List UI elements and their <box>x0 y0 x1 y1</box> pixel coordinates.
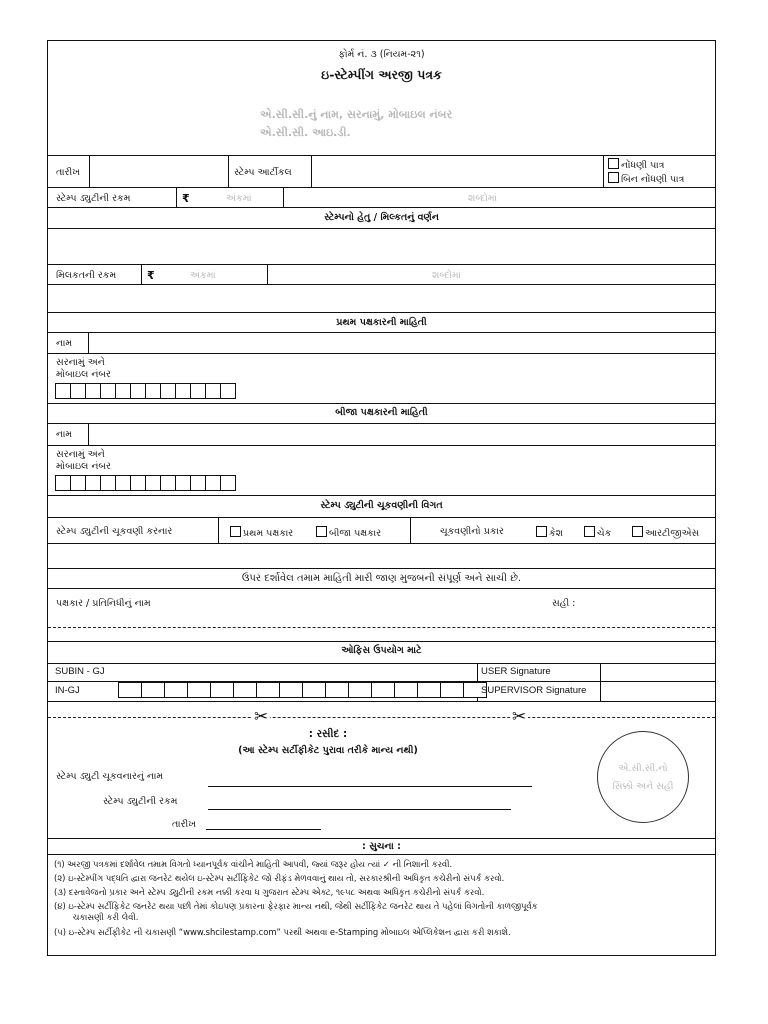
second-party-mobile-boxes[interactable] <box>56 475 236 491</box>
property-amount-label: મિલકતની રકમ <box>56 270 117 281</box>
cash-label: કેશ <box>549 528 564 539</box>
first-party-payer-option[interactable] <box>230 526 293 539</box>
property-in-words-field[interactable]: શબ્દોમાં <box>432 270 461 281</box>
payment-type-label: ચૂકવણીનો પ્રકાર <box>440 526 504 537</box>
rtgs-checkbox[interactable] <box>632 526 643 537</box>
instruction-4: (૪) ઇ-સ્ટેમ્પ સર્ટીફિકેટ જનરેટ થયા પછી તેમાં કોઇપણ પ્રકારના ફેરફાર માન્ય નથી, જેથી સર્ટીફિકેટ જનરેટ થાય તે પહેલાં વિગતોની કાળજીપૂર્વક <box>54 901 538 911</box>
stamp-article-label: સ્ટેમ્પ આર્ટીકલ <box>234 167 292 178</box>
subin-label: SUBIN - GJ <box>55 666 105 677</box>
cheque-label: ચેક <box>597 528 612 539</box>
instructions-heading: : સુચના : <box>362 841 401 852</box>
first-party-address-label-line2: મોબાઇલ નંબર <box>56 369 111 380</box>
first-party-address-label-line1: સરનામું અને <box>56 357 105 368</box>
cheque-checkbox[interactable] <box>584 526 595 537</box>
first-party-name-field[interactable] <box>89 333 715 352</box>
second-party-address-label-line2: મોબાઇલ નંબર <box>56 461 111 472</box>
property-in-figures-field[interactable]: અંકમાં <box>190 270 216 281</box>
scissors-icon-left: ✂ <box>254 707 269 727</box>
second-party-payer-option[interactable] <box>316 526 381 539</box>
registered-option[interactable] <box>608 158 665 171</box>
instruction-4-continued: ચકાસણી કરી લેવી. <box>54 912 139 922</box>
unregistered-option-label: બિન નોંધણી પાત્ર <box>621 174 685 185</box>
instruction-5: (૫) ઇ-સ્ટેમ્પ સર્ટીફીકેટ ની ચકાસણી “www.shcilestamp.com” પરથી અથવા e-Stamping મોબાઇલ એપ્લિકેશન દ્વારા કરી શકાશે. <box>54 927 511 937</box>
cheque-option[interactable] <box>584 526 611 539</box>
seal-text-line1: એ.સી.સી.નો <box>618 763 668 774</box>
supervisor-signature-label: SUPERVISOR Signature <box>481 685 587 696</box>
unregistered-checkbox[interactable] <box>608 172 619 183</box>
form-number: ફોર્મ નં. ૩ (નિયમ-૨૧) <box>338 49 425 60</box>
acc-id: એ.સી.સી. આઇ.ડી. <box>260 126 351 139</box>
payer-label: સ્ટેમ્પ ડ્યુટીની ચૂકવણી કરનાર <box>56 526 173 537</box>
receipt-date-line[interactable] <box>206 829 321 830</box>
duty-amount-line[interactable] <box>208 809 511 810</box>
amount-in-words-field[interactable]: શબ્દોમાં <box>468 193 497 204</box>
party-name-label: પક્ષકાર / પ્રતિનિધીનું નામ <box>56 598 151 609</box>
second-party-address-label <box>56 449 111 473</box>
instruction-1: (૧) અરજી પત્રકમાં દર્શાવેલ તમામ વિગતો ધ્યાનપૂર્વક વાંચીને માહિતી આપવી, જ્યાં જરૂર હોય ત્યાં ✓ ની નિશાની કરવી. <box>54 859 453 869</box>
first-party-payer-label: પ્રથમ પક્ષકાર <box>243 528 294 539</box>
form-title: ઇ-સ્ટેમ્પીંગ અરજી પત્રક <box>321 67 442 82</box>
first-party-address-label <box>56 357 111 381</box>
payer-name-line[interactable] <box>208 786 532 787</box>
e-stamping-application-form <box>47 40 716 956</box>
user-signature-label: USER Signature <box>481 666 551 677</box>
party-name-field[interactable] <box>198 591 538 615</box>
instruction-2: (૨) ઇ-સ્ટેમ્પીંગ પદ્ધતિ દ્વારા જનરેટ થયેલ ઇ-સ્ટેમ્પ સર્ટીફિકેટ જો રીફંડ મેળવવાનું થાય તો, સરકારશ્રીની અધિકૃત કચેરીનો સંપર્ક કરવો. <box>54 873 505 883</box>
amount-in-figures-field[interactable]: અંકમાં <box>226 193 252 204</box>
payment-heading: સ્ટેમ્પ ડ્યુટીની ચૂકવણીની વિગત <box>320 500 443 511</box>
ingj-label: IN-GJ <box>55 685 80 696</box>
first-party-address-field[interactable] <box>148 354 713 381</box>
receipt-heading: : રસીદ : <box>308 728 348 740</box>
rtgs-label: આરટીજીએસ <box>645 528 700 539</box>
second-party-address-label-line1: સરનામું અને <box>56 449 105 460</box>
second-party-payer-checkbox[interactable] <box>316 526 327 537</box>
unregistered-option[interactable] <box>608 172 684 185</box>
stamp-duty-amount-label: સ્ટેમ્પ ડ્યુટીની રકમ <box>56 193 131 204</box>
registered-option-label: નોંધણી પાત્ર <box>621 160 665 171</box>
seal-text-line2: સિક્કો અને સહી <box>612 781 674 792</box>
receipt-date-label: તારીખ <box>172 819 197 830</box>
rtgs-option[interactable] <box>632 526 699 539</box>
scissors-icon-right: ✂ <box>512 707 527 727</box>
purpose-heading: સ્ટેમ્પનો હેતુ / મિલ્કતનું વર્ણન <box>324 212 439 223</box>
second-party-payer-label: બીજા પક્ષકાર <box>329 528 382 539</box>
second-party-name-field[interactable] <box>89 424 715 444</box>
receipt-subheading: (આ સ્ટેમ્પ સર્ટીફીકેટ પુરાવા તરીકે માન્ય નથી) <box>238 745 418 756</box>
acc-name-address: એ.સી.સી.નું નામ, સરનામું, મોબાઇલ નંબર <box>260 108 453 121</box>
first-party-name-label: નામ <box>56 338 73 349</box>
stamp-article-field[interactable] <box>312 156 602 186</box>
registered-checkbox[interactable] <box>608 158 619 169</box>
property-rupee-symbol: ₹ <box>147 269 155 282</box>
cash-option[interactable] <box>536 526 563 539</box>
first-party-payer-checkbox[interactable] <box>230 526 241 537</box>
payer-name-label: સ્ટેમ્પ ડ્યુટી ચૂકવનારનું નામ <box>56 771 164 782</box>
office-use-heading: ઓફિસ ઉપયોગ માટે <box>341 645 422 656</box>
purpose-description-field[interactable] <box>48 229 715 263</box>
ingj-number-boxes[interactable] <box>119 682 487 698</box>
cash-checkbox[interactable] <box>536 526 547 537</box>
rupee-symbol: ₹ <box>182 192 190 205</box>
property-extra-field[interactable] <box>48 285 715 311</box>
second-party-address-field[interactable] <box>148 446 713 472</box>
first-party-mobile-boxes[interactable] <box>56 383 236 399</box>
duty-amount-label: સ્ટેમ્પ ડ્યુટીની રકમ <box>103 796 178 807</box>
date-field[interactable] <box>90 156 228 186</box>
first-party-heading: પ્રથમ પક્ષકારની માહિતી <box>336 317 427 328</box>
instruction-3: (૩) દસ્તાવેજનો પ્રકાર અને સ્ટેમ્પ ડ્યુટીની રકમ નક્કી કરવા ધ ગુજરાત સ્ટેમ્પ એક્ટ, ૧૯૫૮ અથવા અધિકૃત કચેરીનો સંપર્ક કરવો. <box>54 887 485 897</box>
second-party-name-label: નામ <box>56 429 73 440</box>
second-party-heading: બીજા પક્ષકારની માહિતી <box>335 407 428 418</box>
acc-seal-circle <box>597 731 689 823</box>
signature-label: સહી : <box>552 598 576 609</box>
declaration-text: ઉપર દર્શાવેલ તમામ માહિતી મારી જાણ મુજબની સંપૂર્ણ અને સાચી છે. <box>241 573 522 584</box>
date-label: તારીખ <box>56 167 81 178</box>
